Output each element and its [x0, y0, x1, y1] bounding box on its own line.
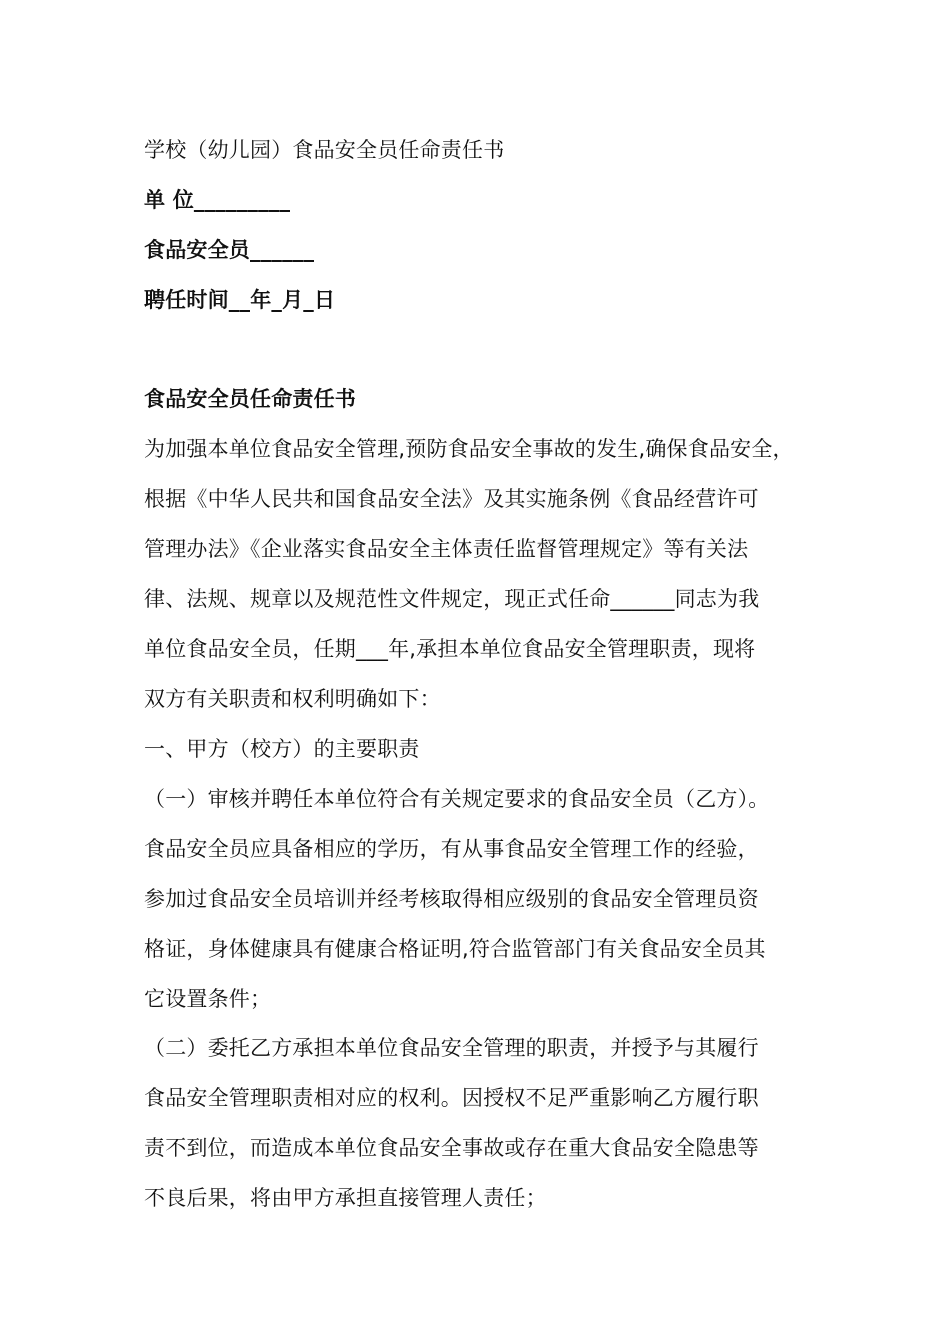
food-safety-officer-field: 食品安全员______	[144, 238, 315, 262]
section-heading: 食品安全员任命责任书	[144, 387, 356, 411]
intro-line: 为加强本单位食品安全管理,预防食品安全事故的发生,确保食品安全，	[144, 437, 794, 461]
item-2-paragraph	[144, 1033, 834, 1233]
item-2-line: （二）委托乙方承担本单位食品安全管理的职责，并授予与其履行	[144, 1036, 759, 1060]
item-2-line: 食品安全管理职责相对应的权利。因授权不足严重影响乙方履行职	[144, 1086, 759, 1110]
item-1-line: 格证，身体健康具有健康合格证明,符合监管部门有关食品安全员其	[144, 937, 766, 961]
intro-line: 单位食品安全员，任期___年,承担本单位食品安全管理职责，现将	[144, 637, 756, 661]
item-2-line: 不良后果，将由甲方承担直接管理人责任；	[144, 1186, 547, 1210]
document-title: 学校（幼儿园）食品安全员任命责任书	[144, 138, 505, 162]
intro-line: 双方有关职责和权利明确如下：	[144, 687, 441, 711]
intro-paragraph	[144, 434, 834, 734]
intro-line: 根据《中华人民共和国食品安全法》及其实施条例《食品经营许可	[144, 487, 759, 511]
item-2-line: 责不到位，而造成本单位食品安全事故或存在重大食品安全隐患等	[144, 1136, 759, 1160]
item-1-paragraph	[144, 784, 834, 1034]
appointment-time-field: 聘任时间__年_月_日	[144, 288, 336, 312]
party-a-heading: 一、甲方（校方）的主要职责	[144, 737, 420, 761]
unit-field: 单 位_________	[144, 188, 291, 212]
intro-line: 律、法规、规章以及规范性文件规定，现正式任命______同志为我	[144, 587, 760, 611]
item-1-line: 食品安全员应具备相应的学历，有从事食品安全管理工作的经验，	[144, 837, 759, 861]
item-1-line: 参加过食品安全员培训并经考核取得相应级别的食品安全管理员资	[144, 887, 759, 911]
item-1-line: 它设置条件；	[144, 987, 272, 1011]
item-1-line: （一）审核并聘任本单位符合有关规定要求的食品安全员（乙方）。	[144, 787, 770, 811]
intro-line: 管理办法》《企业落实食品安全主体责任监督管理规定》等有关法	[144, 537, 749, 561]
